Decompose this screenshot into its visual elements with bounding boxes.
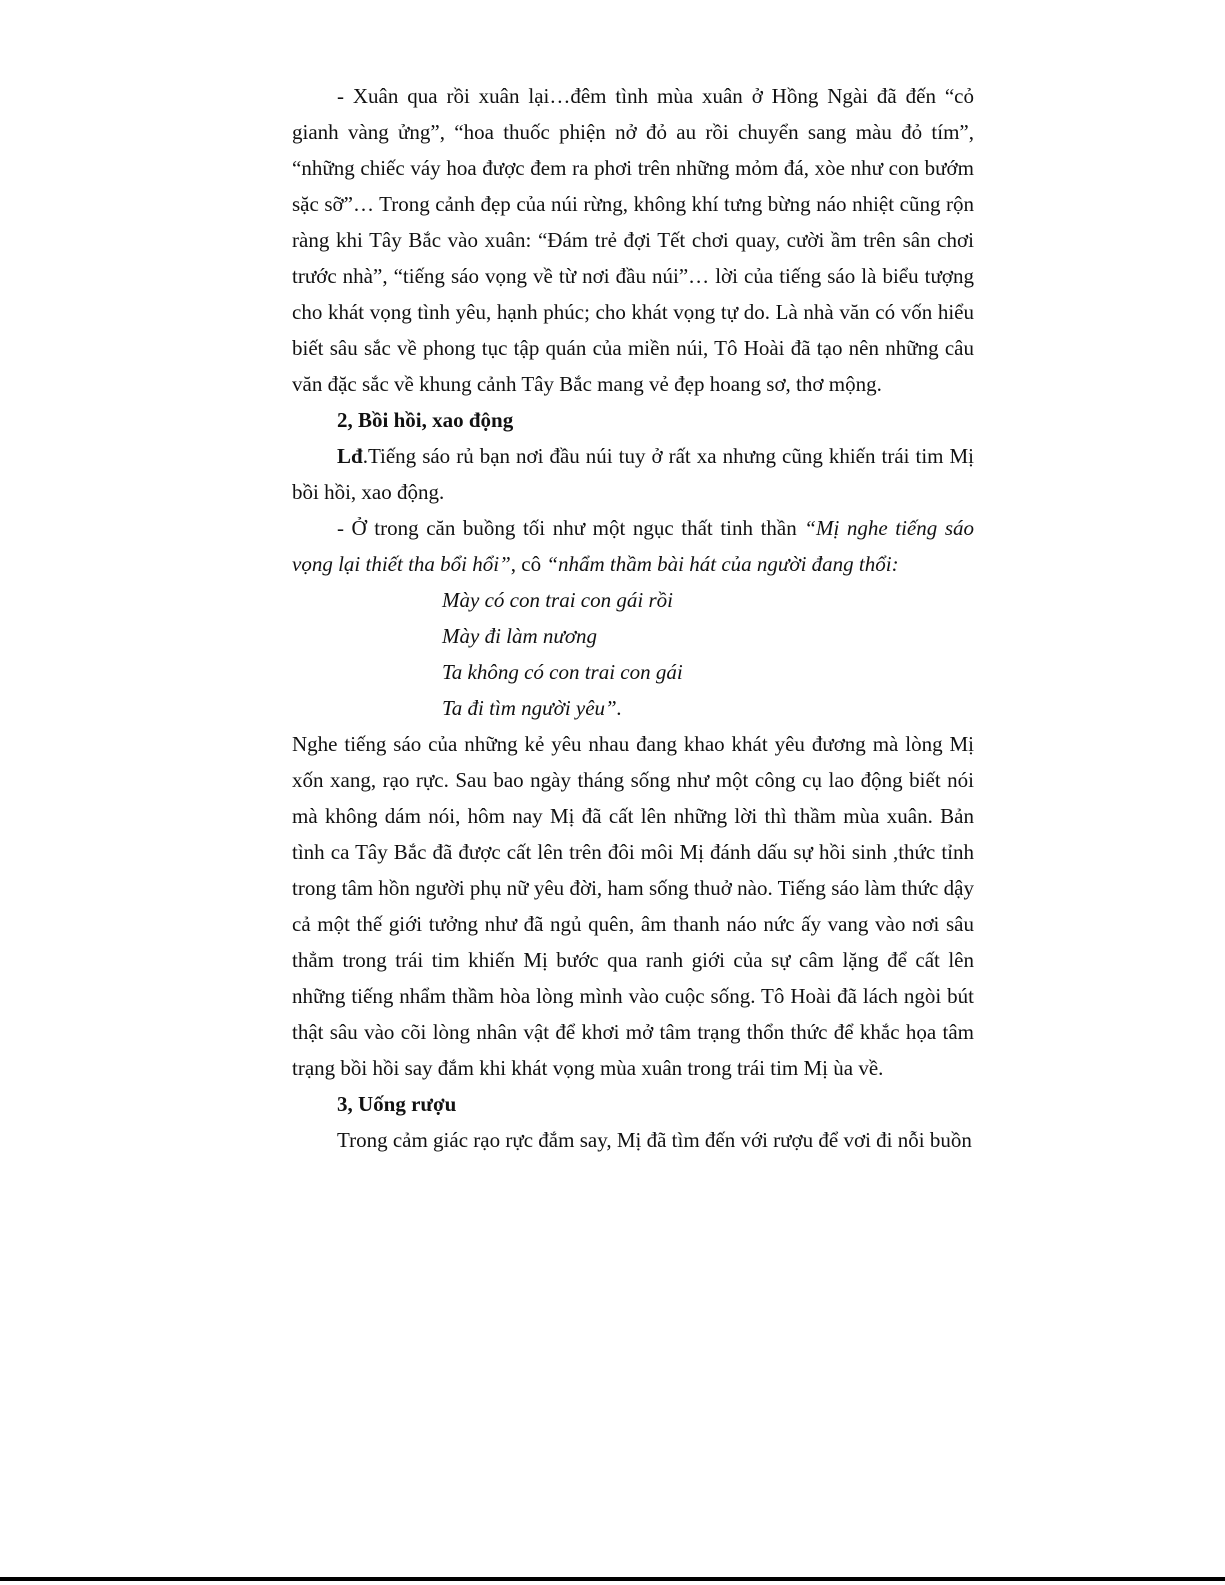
paragraph-drinking: Trong cảm giác rạo rực đắm say, Mị đã tìm đến với rượu để vơi đi nỗi buồn xyxy=(337,1128,972,1152)
poem-line: Ta không có con trai con gái xyxy=(442,660,683,684)
paragraph-dark-room-lead: - Ở trong căn buồng tối như một ngục thất tinh thần xyxy=(337,516,805,540)
quote-flute-echo: “Mị nghe tiếng sáo vọng lại thiết tha bổi hổi” xyxy=(292,516,974,576)
document-page xyxy=(292,78,974,1158)
poem-line: Mày đi làm nương xyxy=(442,624,598,648)
paragraph-spring-scene: - Xuân qua rồi xuân lại…đêm tình mùa xuân ở Hồng Ngài đã đến “cỏ gianh vàng ửng”, “hoa thuốc phiện nở đỏ au rồi chuyển sang màu đỏ tím”, “những chiếc váy hoa được đem ra phơi trên những mỏm đá, xòe như con bướm sặc sỡ”… Trong cảnh đẹp của núi rừng, không khí tưng bừng náo nhiệt cũng rộn ràng khi Tây Bắc vào xuân: “Đám trẻ đợi Tết chơi quay, cười ầm trên sân chơi trước nhà”, “tiếng sáo vọng về từ nơi đầu núi”… lời của tiếng sáo là biểu tượng cho khát vọng tình yêu, hạnh phúc; cho khát vọng tự do. Là nhà văn có vốn hiểu biết sâu sắc về phong tục tập quán của miền núi, Tô Hoài đã tạo nên những câu văn đặc sắc về khung cảnh Tây Bắc mang vẻ đẹp hoang sơ, thơ mộng. xyxy=(292,84,974,396)
paragraph-dark-room-mid: , cô xyxy=(510,552,547,576)
paragraph-awakening: Nghe tiếng sáo của những kẻ yêu nhau đang khao khát yêu đương mà lòng Mị xốn xang, rạo rực. Sau bao ngày tháng sống như một công cụ lao động biết nói mà không dám nói, hôm nay Mị đã cất lên những lời thì thầm mùa xuân. Bản tình ca Tây Bắc đã được cất lên trên đôi môi Mị đánh dấu sự hồi sinh ,thức tỉnh trong tâm hồn người phụ nữ yêu đời, ham sống thuở nào. Tiếng sáo làm thức dậy cả một thế giới tưởng như đã ngủ quên, âm thanh náo nức ấy vang vào nơi sâu thẳm trong trái tim khiến Mị bước qua ranh giới của sự câm lặng để cất lên những tiếng nhẩm thầm hòa lòng mình vào cuộc sống. Tô Hoài đã lách ngòi bút thật sâu vào cõi lòng nhân vật để khơi mở tâm trạng thổn thức để khắc họa tâm trạng bồi hồi say đắm khi khát vọng mùa xuân trong trái tim Mị ùa về. xyxy=(292,732,974,1080)
paragraph-flute-call xyxy=(292,438,974,510)
poem-line: Mày có con trai con gái rồi xyxy=(442,588,673,612)
poem-block xyxy=(292,582,974,726)
bold-abbreviation: Lđ xyxy=(337,444,363,468)
section-heading-3: 3, Uống rượu xyxy=(337,1092,457,1116)
section-heading-2: 2, Bồi hồi, xao động xyxy=(337,408,514,432)
paragraph-flute-call-text: .Tiếng sáo rủ bạn nơi đầu núi tuy ở rất xa nhưng cũng khiến trái tim Mị bồi hồi, xao động. xyxy=(292,444,974,504)
page-bottom-border xyxy=(0,1577,1225,1581)
paragraph-dark-room xyxy=(292,510,974,582)
poem-line: Ta đi tìm người yêu”. xyxy=(442,696,622,720)
quote-humming-song: “nhẩm thầm bài hát của người đang thổi: xyxy=(546,552,899,576)
